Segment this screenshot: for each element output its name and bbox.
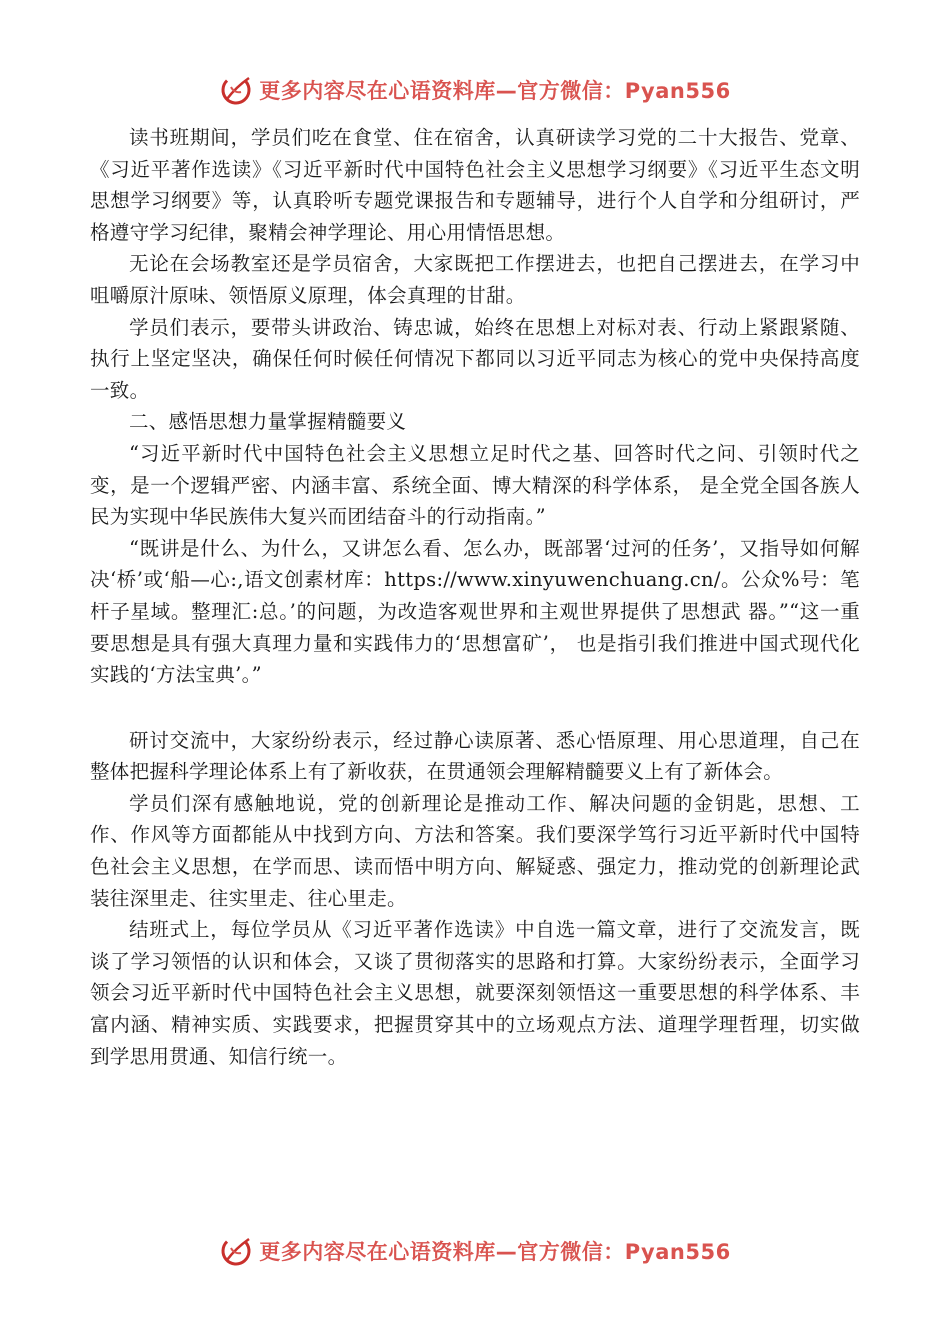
brush-logo-icon: [219, 1234, 253, 1268]
paragraph: 学员们深有感触地说，党的创新理论是推动工作、解决问题的金钥匙，思想、工作、作风等方面都能从中找到方向、方法和答案。我们要深学笃行习近平新时代中国特色社会主义思想，在学而思、读而悟中明方向、解疑惑、强定力，推动党的创新理论武装往深里走、往实里走、往心里走。: [90, 791, 860, 910]
watermark-text: 更多内容尽在心语资料库—官方微信：Pyan556: [259, 1240, 731, 1264]
paragraph: 读书班期间，学员们吃在食堂、住在宿舍，认真研读学习党的二十大报告、党章、《习近平著作选读》《习近平新时代中国特色社会主义思想学习纲要》《习近平生态文明思想学习纲要》等，认真聆听专题党课报告和专题辅导，进行个人自学和分组研讨，严格遵守学习纪律，聚精会神学理论、用心用情悟思想。: [90, 126, 860, 244]
watermark-text: 更多内容尽在心语资料库—官方微信：Pyan556: [259, 79, 731, 103]
footer-watermark: [0, 1231, 950, 1271]
header-watermark: [0, 70, 950, 110]
paragraph: 结班式上，每位学员从《习近平著作选读》中自选一篇文章，进行了交流发言，既谈了学习领悟的认识和体会，又谈了贯彻落实的思路和打算。大家纷纷表示，全面学习领会习近平新时代中国特色社会主义思想，就要深刻领悟这一重要思想的科学体系、丰富内涵、精神实质、实践要求，把握贯穿其中的立场观点方法、道理学理哲理，切实做到学思用贯通、知信行统一。: [90, 918, 860, 1068]
paragraph: “既讲是什么、为什么，又讲怎么看、怎么办，既部署‘过河的任务’，又指导如何解决‘桥’或‘船—心:,语文创素材库：https://www.xinyuwenchuang.cn/。公众%号：笔杆子星域。整理汇:总。’的问题，为改造客观世界和主观世界提供了思想武 器。”“这一重要思想是具有强大真理力量和实践伟力的‘思想富矿’， 也是指引我们推进中国式现代化实践的‘方法宝典’。”: [90, 536, 860, 687]
document-body: [90, 122, 860, 1072]
section-heading: 二、感悟思想力量掌握精髓要义: [129, 410, 407, 434]
paragraph: 学员们表示，要带头讲政治、铸忠诚，始终在思想上对标对表、行动上紧跟紧随、执行上坚定坚决，确保任何时候任何情况下都同以习近平同志为核心的党中央保持高度一致。: [90, 315, 860, 402]
paragraph: 无论在会场教室还是学员宿舍，大家既把工作摆进去，也把自己摆进去，在学习中咀嚼原汁原味、领悟原义原理，体会真理的甘甜。: [90, 252, 860, 307]
paragraph: 研讨交流中，大家纷纷表示，经过静心读原著、悉心悟原理、用心思道理，自己在整体把握科学理论体系上有了新收获，在贯通领会理解精髓要义上有了新体会。: [90, 728, 860, 784]
paragraph: “习近平新时代中国特色社会主义思想立足时代之基、回答时代之问、引领时代之变，是一个逻辑严密、内涵丰富、系统全面、博大精深的科学体系， 是全党全国各族人民为实现中华民族伟大复兴而团结奋斗的行动指南。”: [90, 441, 860, 529]
brush-logo-icon: [219, 73, 253, 107]
